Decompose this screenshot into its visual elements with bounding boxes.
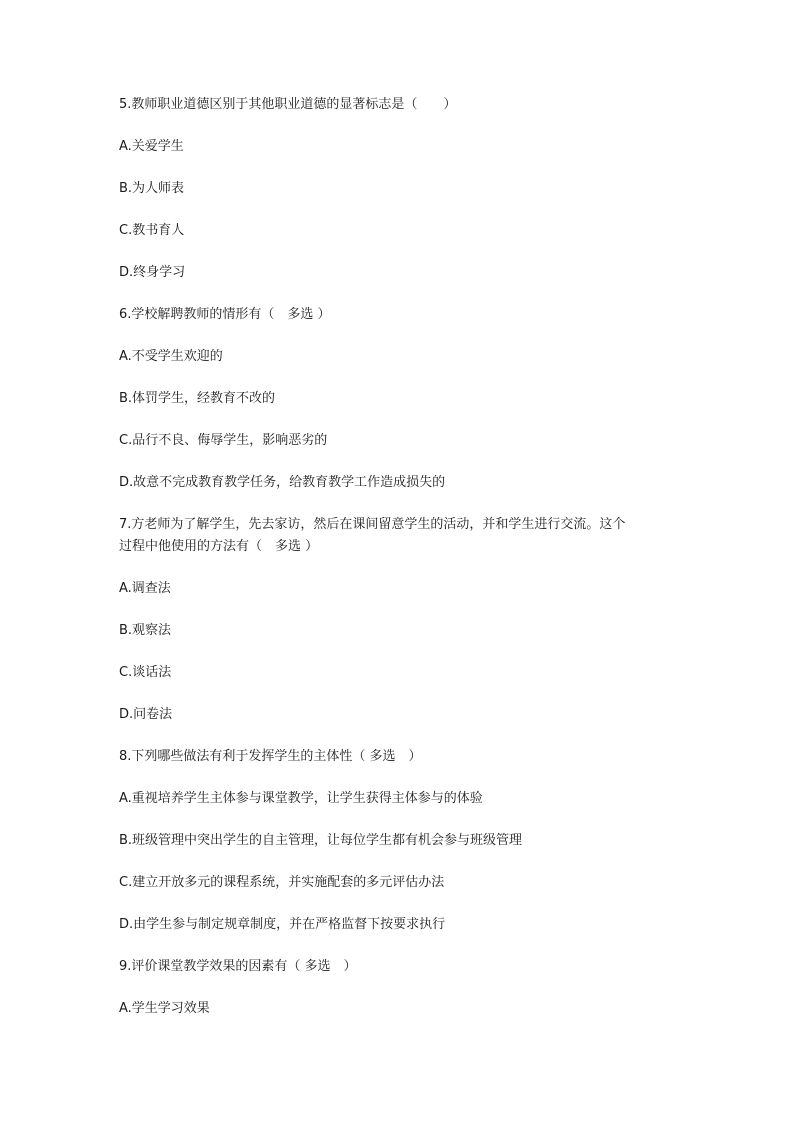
question-7-stem-line-1: 7.方老师为了解学生，先去家访，然后在课间留意学生的活动，并和学生进行交流。这个: [119, 517, 626, 532]
question-8-option-a: A.重视培养学生主体参与课堂教学，让学生获得主体参与的体验: [119, 791, 483, 806]
question-7-option-b: B.观察法: [119, 623, 172, 638]
question-8-stem: 8.下列哪些做法有利于发挥学生的主体性（ 多选 ）: [119, 749, 422, 764]
question-8-option-b: B.班级管理中突出学生的自主管理，让每位学生都有机会参与班级管理: [119, 833, 523, 848]
question-5-option-d: D.终身学习: [119, 265, 186, 280]
question-9-option-a: A.学生学习效果: [119, 1001, 210, 1016]
question-6-option-c: C.品行不良、侮辱学生，影响恶劣的: [119, 433, 328, 448]
question-7-option-a: A.调查法: [119, 581, 171, 596]
question-7-stem-line-2: 过程中他使用的方法有（ 多选 ）: [119, 539, 319, 554]
question-7-option-d: D.问卷法: [119, 707, 173, 722]
question-5-option-b: B.为人师表: [119, 181, 185, 196]
question-5-option-c: C.教书育人: [119, 223, 185, 238]
question-5-option-a: A.关爱学生: [119, 139, 184, 154]
question-6-stem: 6.学校解聘教师的情形有（ 多选 ）: [119, 307, 331, 322]
document-body: [119, 94, 679, 1020]
question-6-option-a: A.不受学生欢迎的: [119, 349, 223, 364]
question-6-option-b: B.体罚学生，经教育不改的: [119, 391, 276, 406]
question-6-option-d: D.故意不完成教育教学任务，给教育教学工作造成损失的: [119, 475, 446, 490]
question-7-option-c: C.谈话法: [119, 665, 172, 680]
question-8-option-d: D.由学生参与制定规章制度，并在严格监督下按要求执行: [119, 917, 446, 932]
question-8-option-c: C.建立开放多元的课程系统，并实施配套的多元评估办法: [119, 875, 445, 890]
question-9-stem: 9.评价课堂教学效果的因素有（ 多选 ）: [119, 959, 357, 974]
question-5-stem: 5.教师职业道德区别于其他职业道德的显著标志是（ ）: [119, 97, 457, 112]
